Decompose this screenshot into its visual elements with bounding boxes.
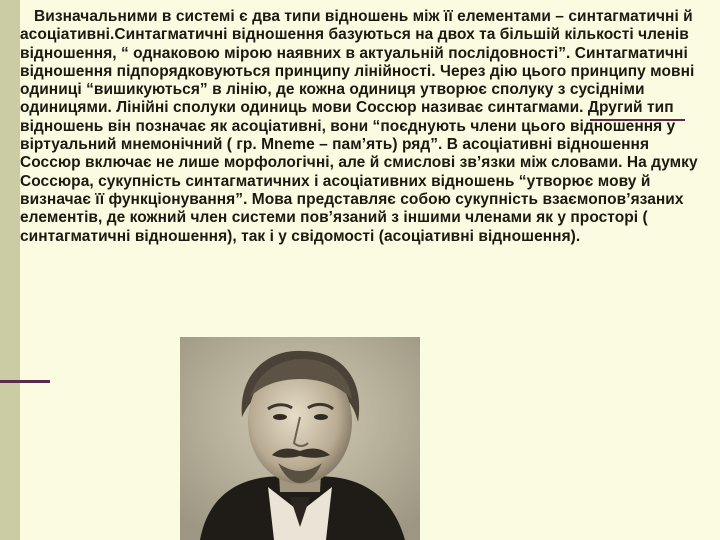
- left-accent-band: [0, 0, 20, 540]
- left-divider-line: [0, 380, 50, 383]
- body-paragraph: Визначальними в системі є два типи відношень між її елементами – синтагматичні й асоціативні.Синтагматичні відношення базуються на двох та більшій кількості членів відношення, “ однаковою мірою наявних в актуальній послідовності”. Синтагматичні відношення підпорядковуються принципу лінійності. Через дію цього принципу мовні одиниці “вишикуються” в лінію, де кожна одиниця утворює сполуку з сусідніми одиницями. Лінійні сполуки одиниць мови Соссюр називає синтагмами. Другий тип відношень він позначає як асоціативні, вони “поєднують члени цього відношення у віртуальний мнемонічний ( гр. Mneme – пам’ять) ряд”. В асоціативні відношення Соссюр включає не лише морфологічні, але й смислові зв’язки між словами. На думку Соссюра, сукупність синтагматичних і асоціативних відношень “утворює мову й визначає її функціонування”. Мова представляє собою сукупність взаємопов’язаних елементів, де кожний член системи пов’язаний з іншими членами як у просторі ( синтагматичні відношення), так і у свідомості (асоціативні відношення).: [20, 8, 698, 245]
- portrait-photo: [180, 337, 420, 540]
